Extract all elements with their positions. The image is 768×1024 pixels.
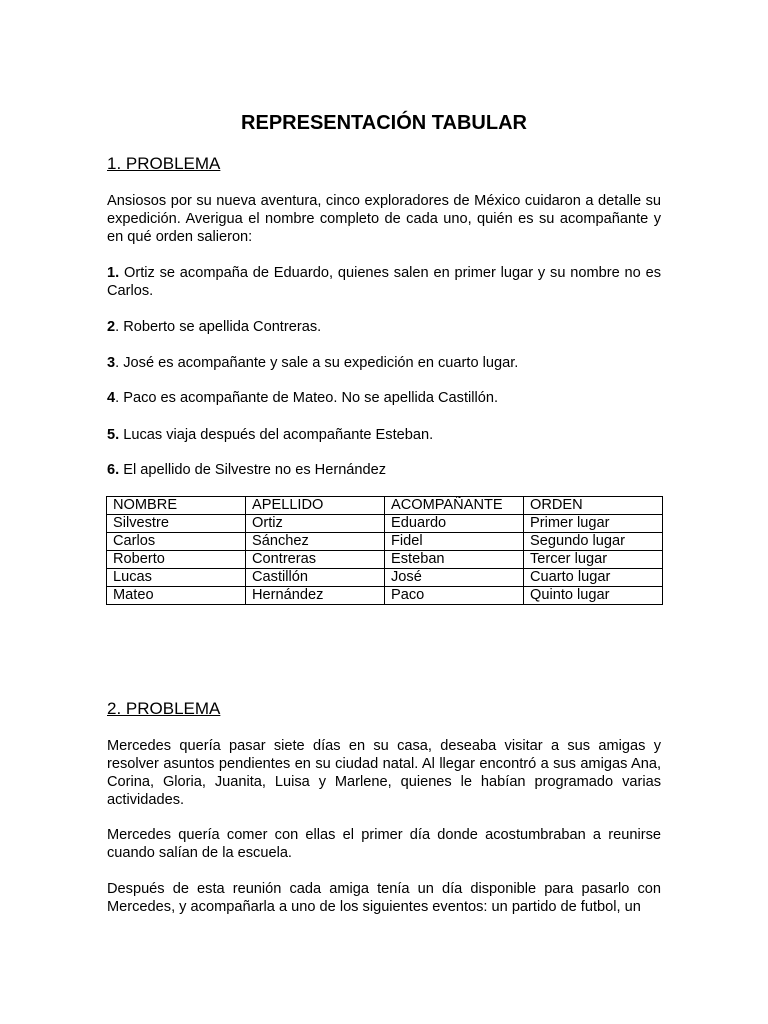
- solution-table: [106, 496, 663, 605]
- table-cell: Roberto: [107, 551, 246, 569]
- clue-text: Ortiz se acompaña de Eduardo, quienes salen en primer lugar y su nombre no es Carlos.: [107, 265, 661, 299]
- clue-number: 1.: [107, 265, 120, 281]
- problem1-heading: 1. PROBLEMA: [107, 154, 221, 173]
- table-cell: Silvestre: [107, 515, 246, 533]
- table-cell: Esteban: [385, 551, 524, 569]
- clue-4: [107, 389, 661, 407]
- table-cell: Contreras: [246, 551, 385, 569]
- table-cell: Lucas: [107, 569, 246, 587]
- table-cell: Carlos: [107, 533, 246, 551]
- table-cell: José: [385, 569, 524, 587]
- problem2-heading: 2. PROBLEMA: [107, 699, 221, 718]
- clue-text: El apellido de Silvestre no es Hernández: [119, 462, 387, 478]
- clue-6: [107, 461, 661, 479]
- table-cell: Eduardo: [385, 515, 524, 533]
- table-cell: Castillón: [246, 569, 385, 587]
- clue-text: . Paco es acompañante de Mateo. No se apellida Castillón.: [115, 390, 499, 406]
- clue-number: 4: [107, 390, 116, 406]
- table-header-cell: APELLIDO: [246, 497, 385, 515]
- table-cell: Sánchez: [246, 533, 385, 551]
- clue-3: [107, 354, 661, 372]
- table-cell: Paco: [385, 587, 524, 605]
- table-header-cell: ACOMPAÑANTE: [385, 497, 524, 515]
- table-cell: Quinto lugar: [524, 587, 663, 605]
- clue-number: 5.: [107, 427, 120, 443]
- table-header-cell: ORDEN: [524, 497, 663, 515]
- clue-text: . José es acompañante y sale a su expedición en cuarto lugar.: [115, 355, 519, 371]
- table-cell: Primer lugar: [524, 515, 663, 533]
- table-cell: Hernández: [246, 587, 385, 605]
- table-header-cell: NOMBRE: [107, 497, 246, 515]
- problem2-paragraph: Después de esta reunión cada amiga tenía un día disponible para pasarlo con Mercedes, y acompañarla a uno de los siguientes eventos: un partido de futbol, un: [107, 881, 661, 915]
- table-cell: Ortiz: [246, 515, 385, 533]
- clue-number: 6.: [107, 462, 120, 478]
- clue-5: [107, 426, 661, 444]
- document-title: REPRESENTACIÓN TABULAR: [241, 112, 527, 134]
- table-row: [107, 515, 663, 533]
- table-cell: Cuarto lugar: [524, 569, 663, 587]
- clue-text: . Roberto se apellida Contreras.: [115, 319, 322, 335]
- table-row: [107, 533, 663, 551]
- table-row: [107, 569, 663, 587]
- table-header-row: [107, 497, 663, 515]
- clue-2: [107, 318, 661, 336]
- clue-1: [107, 264, 661, 300]
- table-row: [107, 551, 663, 569]
- table-cell: Fidel: [385, 533, 524, 551]
- table-cell: Mateo: [107, 587, 246, 605]
- problem2-paragraph: Mercedes quería pasar siete días en su casa, deseaba visitar a sus amigas y resolver asuntos pendientes en su ciudad natal. Al llegar encontró a sus amigas Ana, Corina, Gloria, Juanita, Luisa y Marlene, quienes le habían programado varias actividades.: [107, 738, 661, 808]
- table-row: [107, 587, 663, 605]
- table-cell: Tercer lugar: [524, 551, 663, 569]
- problem2-paragraph: Mercedes quería comer con ellas el primer día donde acostumbraban a reunirse cuando salían de la escuela.: [107, 827, 661, 861]
- problem1-intro: Ansiosos por su nueva aventura, cinco exploradores de México cuidaron a detalle su expedición. Averigua el nombre completo de cada uno, quién es su acompañante y en qué orden salieron:: [107, 193, 661, 245]
- clue-number: 3: [107, 355, 116, 371]
- table-cell: Segundo lugar: [524, 533, 663, 551]
- clue-number: 2: [107, 319, 116, 335]
- clue-text: Lucas viaja después del acompañante Esteban.: [119, 427, 434, 443]
